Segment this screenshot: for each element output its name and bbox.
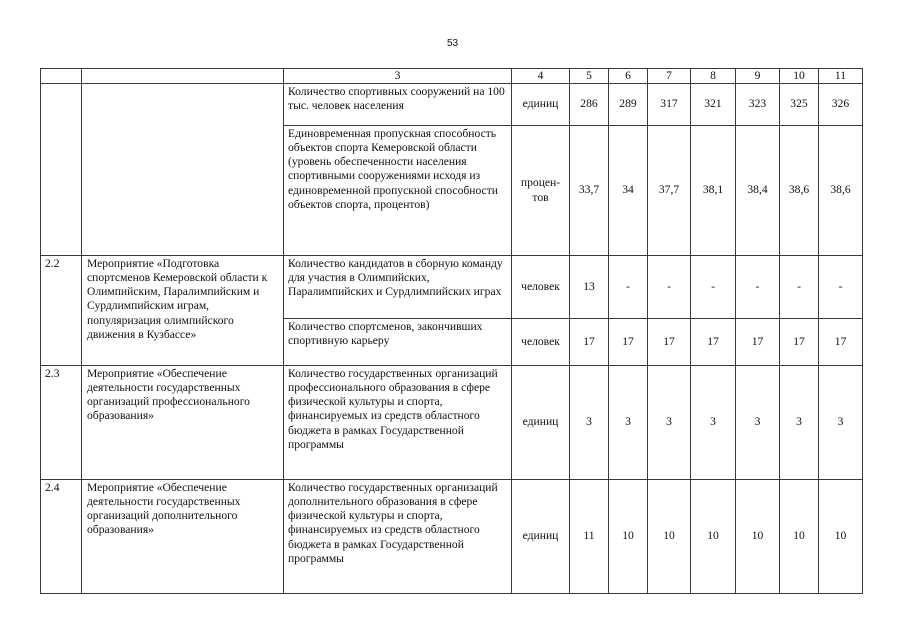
code-cell: 2.3 bbox=[41, 366, 82, 480]
code-cell bbox=[41, 84, 82, 256]
value-cell: 317 bbox=[648, 84, 691, 126]
value-cell: - bbox=[780, 256, 819, 319]
indicators-table bbox=[40, 68, 863, 594]
value-cell: 38,1 bbox=[691, 126, 736, 256]
value-cell: 33,7 bbox=[570, 126, 609, 256]
value-cell: 17 bbox=[819, 319, 863, 366]
value-cell: 323 bbox=[736, 84, 780, 126]
indicator-cell: Количество государственных организаций дополнительного образования в сфере физической культуры и спорта, финансируемых из средств областного бюджета в рамках Государственной программы bbox=[284, 480, 512, 594]
value-cell: 11 bbox=[570, 480, 609, 594]
header-cell: 8 bbox=[691, 69, 736, 84]
table-row bbox=[41, 84, 863, 126]
unit-cell: процен-тов bbox=[512, 126, 570, 256]
unit-cell: человек bbox=[512, 256, 570, 319]
code-cell: 2.2 bbox=[41, 256, 82, 366]
table-row bbox=[41, 256, 863, 319]
value-cell: 326 bbox=[819, 84, 863, 126]
header-cell: 6 bbox=[609, 69, 648, 84]
value-cell: 38,6 bbox=[780, 126, 819, 256]
value-cell: 289 bbox=[609, 84, 648, 126]
header-cell: 11 bbox=[819, 69, 863, 84]
indicator-cell: Количество спортсменов, закончивших спортивную карьеру bbox=[284, 319, 512, 366]
header-cell: 4 bbox=[512, 69, 570, 84]
value-cell: 321 bbox=[691, 84, 736, 126]
value-cell: - bbox=[691, 256, 736, 319]
value-cell: 10 bbox=[648, 480, 691, 594]
value-cell: - bbox=[648, 256, 691, 319]
value-cell: 3 bbox=[570, 366, 609, 480]
value-cell: 10 bbox=[609, 480, 648, 594]
value-cell: 17 bbox=[609, 319, 648, 366]
value-cell: 286 bbox=[570, 84, 609, 126]
value-cell: 3 bbox=[736, 366, 780, 480]
value-cell: 10 bbox=[780, 480, 819, 594]
table-row bbox=[41, 366, 863, 480]
header-cell: 10 bbox=[780, 69, 819, 84]
header-cell bbox=[41, 69, 82, 84]
value-cell: 10 bbox=[819, 480, 863, 594]
event-cell: Мероприятие «Подготовка спортсменов Кемеровской области к Олимпийским, Паралимпийским и Сурдлимпийским играм, популяризация олимпийского движения в Кузбассе» bbox=[82, 256, 284, 366]
page-number: 53 bbox=[446, 38, 459, 49]
value-cell: 34 bbox=[609, 126, 648, 256]
value-cell: 3 bbox=[691, 366, 736, 480]
header-cell: 3 bbox=[284, 69, 512, 84]
header-cell bbox=[82, 69, 284, 84]
header-row bbox=[41, 69, 863, 84]
value-cell: 10 bbox=[736, 480, 780, 594]
value-cell: 10 bbox=[691, 480, 736, 594]
value-cell: 38,4 bbox=[736, 126, 780, 256]
header-cell: 5 bbox=[570, 69, 609, 84]
value-cell: 17 bbox=[648, 319, 691, 366]
value-cell: 17 bbox=[570, 319, 609, 366]
code-cell: 2.4 bbox=[41, 480, 82, 594]
value-cell: - bbox=[609, 256, 648, 319]
value-cell: - bbox=[736, 256, 780, 319]
unit-cell: человек bbox=[512, 319, 570, 366]
event-cell: Мероприятие «Обеспечение деятельности государственных организаций профессионального образования» bbox=[82, 366, 284, 480]
event-cell: Мероприятие «Обеспечение деятельности государственных организаций дополнительного образования» bbox=[82, 480, 284, 594]
value-cell: 17 bbox=[691, 319, 736, 366]
indicator-cell: Количество кандидатов в сборную команду для участия в Олимпийских, Паралимпийских и Сурдлимпийских играх bbox=[284, 256, 512, 319]
value-cell: 17 bbox=[736, 319, 780, 366]
value-cell: 37,7 bbox=[648, 126, 691, 256]
table-row bbox=[41, 480, 863, 594]
unit-cell: единиц bbox=[512, 366, 570, 480]
value-cell: 3 bbox=[780, 366, 819, 480]
value-cell: 3 bbox=[648, 366, 691, 480]
unit-cell: единиц bbox=[512, 84, 570, 126]
value-cell: 325 bbox=[780, 84, 819, 126]
indicator-cell: Единовременная пропускная способность объектов спорта Кемеровской области (уровень обеспеченности населения спортивными сооружениями исходя из единовременной пропускной способности объектов спорта, процентов) bbox=[284, 126, 512, 256]
value-cell: 17 bbox=[780, 319, 819, 366]
event-cell bbox=[82, 84, 284, 256]
value-cell: 3 bbox=[609, 366, 648, 480]
value-cell: 3 bbox=[819, 366, 863, 480]
indicator-cell: Количество государственных организаций профессионального образования в сфере физической культуры и спорта, финансируемых из средств областного бюджета в рамках Государственной программы bbox=[284, 366, 512, 480]
indicator-cell: Количество спортивных сооружений на 100 тыс. человек населения bbox=[284, 84, 512, 126]
header-cell: 7 bbox=[648, 69, 691, 84]
value-cell: - bbox=[819, 256, 863, 319]
unit-cell: единиц bbox=[512, 480, 570, 594]
value-cell: 38,6 bbox=[819, 126, 863, 256]
header-cell: 9 bbox=[736, 69, 780, 84]
value-cell: 13 bbox=[570, 256, 609, 319]
